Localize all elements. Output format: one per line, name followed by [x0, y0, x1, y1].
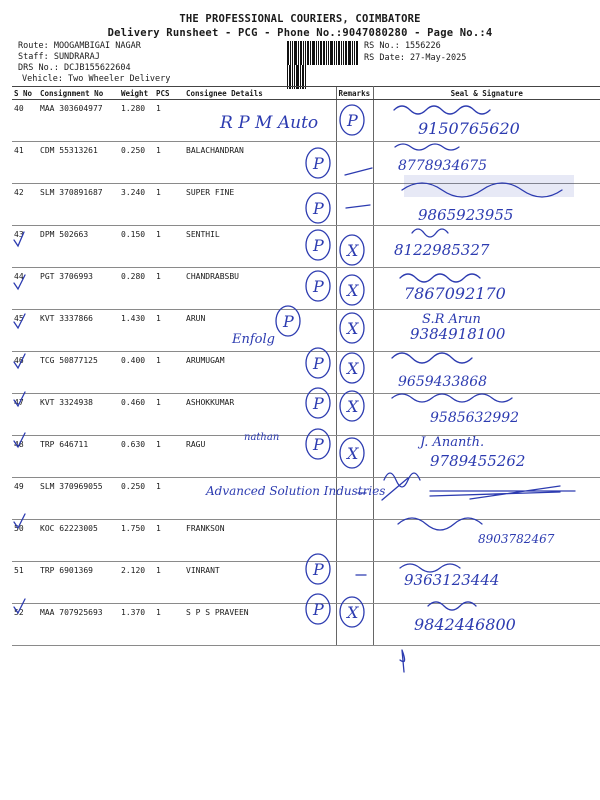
cell-sno: 49: [12, 478, 38, 520]
delivered-p-mark: P: [313, 354, 324, 373]
cell-remarks: [336, 436, 373, 478]
cell-weight: 0.250: [119, 142, 154, 184]
barcode-bar: [338, 41, 340, 65]
cell-seal: [373, 184, 600, 226]
cell-pcs: 1: [154, 310, 184, 352]
col-consignment: Consignment No: [38, 87, 119, 100]
cell-consignment: TCG 50877125: [38, 352, 119, 394]
barcode-bar: [348, 41, 351, 65]
hw-r49-note: Advanced Solution Industries: [206, 484, 386, 498]
cell-sno: 43: [12, 226, 38, 268]
hw-r48-note: nathan: [244, 432, 280, 443]
cell-consignee: BALACHANDRAN: [184, 142, 336, 184]
cell-seal: [373, 394, 600, 436]
cell-consignment: SLM 370891687: [38, 184, 119, 226]
barcode-bar: [343, 41, 344, 65]
table-header-row: [12, 87, 600, 100]
cell-weight: 1.280: [119, 100, 154, 142]
remark-x-mark: X: [347, 359, 359, 378]
cell-seal: [373, 604, 600, 646]
col-consignee: Consignee Details: [184, 87, 336, 100]
remark-x-mark: X: [347, 444, 359, 463]
cell-weight: 0.250: [119, 478, 154, 520]
table-row: [12, 520, 600, 562]
delivered-p-mark: P: [313, 600, 324, 619]
cell-consignment: SLM 370969055: [38, 478, 119, 520]
runsheet-table: [12, 86, 600, 646]
delivered-p-mark: P: [347, 111, 358, 130]
cell-consignee: VINRANT: [184, 562, 336, 604]
barcode-bar: [307, 41, 309, 65]
cell-consignee: ARUMUGAM: [184, 352, 336, 394]
table-row: [12, 562, 600, 604]
cell-weight: 0.400: [119, 352, 154, 394]
cell-consignment: TRP 646711: [38, 436, 119, 478]
barcode-bar: [356, 41, 358, 65]
hw-r40-phone: 9150765620: [418, 119, 520, 138]
barcode-bar: [316, 41, 317, 65]
cell-remarks: [336, 352, 373, 394]
table-row: [12, 478, 600, 520]
barcode-bar: [326, 41, 327, 65]
cell-seal: [373, 310, 600, 352]
route-label: Route: MOOGAMBIGAI NAGAR: [18, 41, 141, 51]
cell-remarks: [336, 478, 373, 520]
barcode-bar: [334, 41, 335, 65]
cell-sno: 46: [12, 352, 38, 394]
cell-consignee: SENTHIL: [184, 226, 336, 268]
cell-sno: 52: [12, 604, 38, 646]
rs-number: RS No.: 1556226: [364, 41, 441, 51]
barcode-bar: [341, 41, 342, 65]
cell-sno: 42: [12, 184, 38, 226]
cell-seal: [373, 352, 600, 394]
remark-x-mark: X: [347, 603, 359, 622]
cell-remarks: [336, 604, 373, 646]
table-row: [12, 604, 600, 646]
cell-remarks: [336, 142, 373, 184]
cell-consignee: [184, 100, 336, 142]
col-weight: Weight: [119, 87, 154, 100]
cell-pcs: 1: [154, 394, 184, 436]
drs-number: DRS No.: DCJB155622604: [18, 63, 131, 73]
cell-consignee: ARUN: [184, 310, 336, 352]
barcode-bar: [323, 41, 325, 65]
hw-r48-name: J. Ananth.: [420, 435, 485, 450]
company-title: THE PROFESSIONAL COURIERS, COIMBATORE: [179, 13, 421, 25]
barcode-bar: [303, 41, 304, 65]
cell-remarks: [336, 520, 373, 562]
cell-sno: 41: [12, 142, 38, 184]
hw-r47-phone: 9585632992: [430, 410, 520, 426]
hw-r45-phone: 9384918100: [410, 325, 506, 343]
barcode-bar: [328, 41, 329, 65]
cell-seal: [373, 142, 600, 184]
cell-seal: [373, 562, 600, 604]
cell-remarks: [336, 394, 373, 436]
cell-consignment: DPM 502663: [38, 226, 119, 268]
hw-r52-phone: 9842446800: [414, 615, 516, 634]
cell-consignment: PGT 3706993: [38, 268, 119, 310]
cell-sno: 51: [12, 562, 38, 604]
cell-consignment: TRP 6901369: [38, 562, 119, 604]
cell-pcs: 1: [154, 436, 184, 478]
cell-consignee: SUPER FINE: [184, 184, 336, 226]
delivered-p-mark: P: [313, 277, 324, 296]
delivered-p-mark: P: [313, 199, 324, 218]
cell-seal: [373, 100, 600, 142]
cell-remarks: [336, 562, 373, 604]
cell-consignment: KVT 3337866: [38, 310, 119, 352]
delivered-p-mark: P: [313, 236, 324, 255]
barcode-bar: [330, 41, 333, 65]
cell-sno: 50: [12, 520, 38, 562]
cell-weight: 0.460: [119, 394, 154, 436]
cell-weight: 1.430: [119, 310, 154, 352]
hw-r42-phone: 9865923955: [418, 206, 514, 224]
remark-x-mark: X: [347, 397, 359, 416]
cell-pcs: 1: [154, 562, 184, 604]
cell-weight: 0.630: [119, 436, 154, 478]
delivered-p-mark: P: [313, 435, 324, 454]
cell-pcs: 1: [154, 604, 184, 646]
cell-weight: 2.120: [119, 562, 154, 604]
vehicle-label: Vehicle: Two Wheeler Delivery: [22, 74, 171, 84]
barcode-bar: [312, 41, 315, 65]
barcode-bar: [305, 41, 306, 65]
col-sno: S No: [12, 87, 38, 100]
cell-pcs: 1: [154, 100, 184, 142]
barcode-bar: [320, 41, 322, 65]
remark-x-mark: X: [347, 281, 359, 300]
cell-sno: 40: [12, 100, 38, 142]
cell-sno: 47: [12, 394, 38, 436]
hw-r46-phone: 9659433868: [398, 374, 488, 390]
col-seal-signature: Seal & Signature: [373, 87, 600, 100]
table-row: [12, 352, 600, 394]
cell-consignment: KVT 3324938: [38, 394, 119, 436]
hw-r45-name: S.R Arun: [422, 312, 481, 327]
table-row: [12, 184, 600, 226]
table-row: [12, 436, 600, 478]
table-row: [12, 268, 600, 310]
cell-remarks: [336, 226, 373, 268]
barcode-bar: [336, 41, 337, 65]
delivered-p-mark: P: [313, 560, 324, 579]
delivered-p-mark: P: [283, 312, 294, 331]
hw-r51-phone: 9363123444: [404, 571, 500, 589]
cell-pcs: 1: [154, 520, 184, 562]
cell-seal: [373, 520, 600, 562]
cell-pcs: 1: [154, 352, 184, 394]
barcode-bar: [310, 41, 311, 65]
cell-consignee: S P S PRAVEEN: [184, 604, 336, 646]
cell-consignment: KOC 62223005: [38, 520, 119, 562]
cell-seal: [373, 226, 600, 268]
barcode-image: [287, 41, 359, 65]
barcode-bar: [352, 41, 353, 65]
table-row: [12, 142, 600, 184]
cell-remarks: [336, 268, 373, 310]
barcode-bar: [292, 41, 293, 65]
remark-x-mark: X: [347, 319, 359, 338]
cell-consignee: CHANDRABSBU: [184, 268, 336, 310]
hw-r50-phone: 8903782467: [478, 532, 555, 546]
cell-pcs: 1: [154, 142, 184, 184]
delivered-p-mark: P: [313, 154, 324, 173]
cell-sno: 48: [12, 436, 38, 478]
table-row: [12, 100, 600, 142]
cell-consignment: MAA 303604977: [38, 100, 119, 142]
col-pcs: PCS: [154, 87, 184, 100]
cell-consignee: [184, 478, 336, 520]
cell-weight: 1.370: [119, 604, 154, 646]
staff-label: Staff: SUNDRARAJ: [18, 52, 100, 62]
barcode-bar: [298, 41, 299, 65]
delivered-p-mark: P: [313, 394, 324, 413]
cell-consignee: RAGU: [184, 436, 336, 478]
hw-r43-phone: 8122985327: [394, 241, 490, 259]
table-row: [12, 310, 600, 352]
barcode-bar: [290, 41, 291, 65]
cell-pcs: 1: [154, 268, 184, 310]
cell-pcs: 1: [154, 478, 184, 520]
rs-date: RS Date: 27-May-2025: [364, 53, 467, 63]
cell-seal: [373, 436, 600, 478]
hw-r40-name: R P M Auto: [220, 113, 319, 133]
barcode-bar: [354, 41, 355, 65]
cell-sno: 44: [12, 268, 38, 310]
cell-remarks: [336, 184, 373, 226]
runsheet-subtitle: Delivery Runsheet - PCG - Phone No.:9047080280 - Page No.:4: [107, 27, 493, 39]
hw-r41-phone: 8778934675: [398, 158, 488, 174]
hw-r45-note: Enfolg: [232, 332, 275, 347]
cell-weight: 1.750: [119, 520, 154, 562]
cell-remarks: [336, 100, 373, 142]
loose-mark: [400, 650, 405, 672]
cell-weight: 0.150: [119, 226, 154, 268]
hw-r48-phone: 9789455262: [430, 452, 526, 470]
cell-remarks: [336, 310, 373, 352]
barcode-bar: [294, 41, 297, 65]
cell-weight: 0.280: [119, 268, 154, 310]
barcode-bar: [345, 41, 347, 65]
cell-consignment: CDM 55313261: [38, 142, 119, 184]
hw-r44-phone: 7867092170: [404, 284, 506, 303]
cell-consignee: ASHOKKUMAR: [184, 394, 336, 436]
barcode-bar: [318, 41, 319, 65]
cell-sno: 45: [12, 310, 38, 352]
cell-weight: 3.240: [119, 184, 154, 226]
barcode-bar: [287, 41, 289, 65]
remark-x-mark: X: [347, 241, 359, 260]
barcode-bar: [300, 41, 302, 65]
cell-pcs: 1: [154, 226, 184, 268]
table-row: [12, 394, 600, 436]
cell-consignment: MAA 707925693: [38, 604, 119, 646]
cell-seal: [373, 478, 600, 520]
col-remarks: Remarks: [336, 87, 373, 100]
cell-seal: [373, 268, 600, 310]
table-row: [12, 226, 600, 268]
cell-pcs: 1: [154, 184, 184, 226]
cell-consignee: FRANKSON: [184, 520, 336, 562]
